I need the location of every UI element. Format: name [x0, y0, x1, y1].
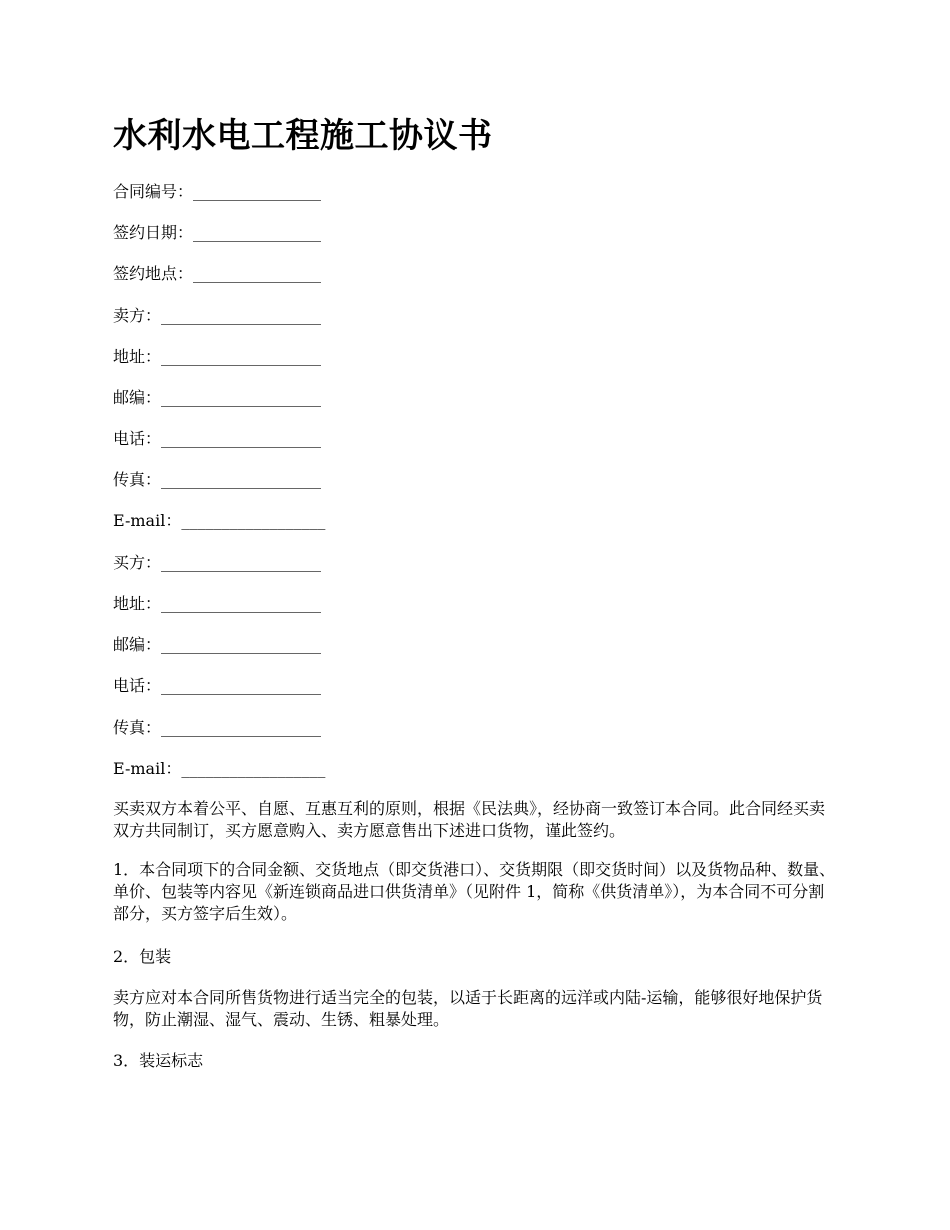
- field-buyer-email: E-mail：__________________: [113, 759, 326, 778]
- field-seller-postcode: 邮编：____________________: [113, 388, 322, 407]
- field-seller-address: 地址：____________________: [113, 347, 322, 366]
- field-seller-phone: 电话：____________________: [113, 429, 322, 448]
- field-buyer-address: 地址：____________________: [113, 594, 322, 613]
- field-buyer-postcode: 邮编：____________________: [113, 635, 322, 654]
- paragraph-preamble: 买卖双方本着公平、自愿、互惠互利的原则，根据《民法典》，经协商一致签订本合同。此合同经买卖双方共同制订，买方愿意购入、卖方愿意售出下述进口货物，谨此签约。: [113, 799, 826, 840]
- field-buyer: 买方：____________________: [113, 553, 322, 572]
- heading-clause-3: 3．装运标志: [113, 1051, 204, 1070]
- field-seller: 卖方：____________________: [113, 306, 322, 325]
- field-buyer-phone: 电话：____________________: [113, 676, 322, 695]
- field-signing-date: 签约日期：________________: [113, 223, 322, 242]
- field-seller-email: E-mail：__________________: [113, 511, 326, 530]
- document-title: 水利水电工程施工协议书: [113, 116, 493, 156]
- paragraph-clause-1: 1．本合同项下的合同金额、交货地点（即交货港口）、交货期限（即交货时间）以及货物品种、数量、单价、包装等内容见《新连锁商品进口供货清单》（见附件 1，简称《供货清单》），为本合同不可分割部分，买方签字后生效）。: [113, 860, 836, 923]
- field-buyer-fax: 传真：____________________: [113, 718, 322, 737]
- field-signing-place: 签约地点：________________: [113, 264, 322, 283]
- heading-clause-2: 2．包装: [113, 947, 172, 966]
- paragraph-packing: 卖方应对本合同所售货物进行适当完全的包装，以适于长距离的远洋或内陆-运输，能够很好地保护货物，防止潮湿、湿气、震动、生锈、粗暴处理。: [113, 988, 823, 1029]
- field-seller-fax: 传真：____________________: [113, 470, 322, 489]
- field-contract-number: 合同编号：________________: [113, 182, 322, 201]
